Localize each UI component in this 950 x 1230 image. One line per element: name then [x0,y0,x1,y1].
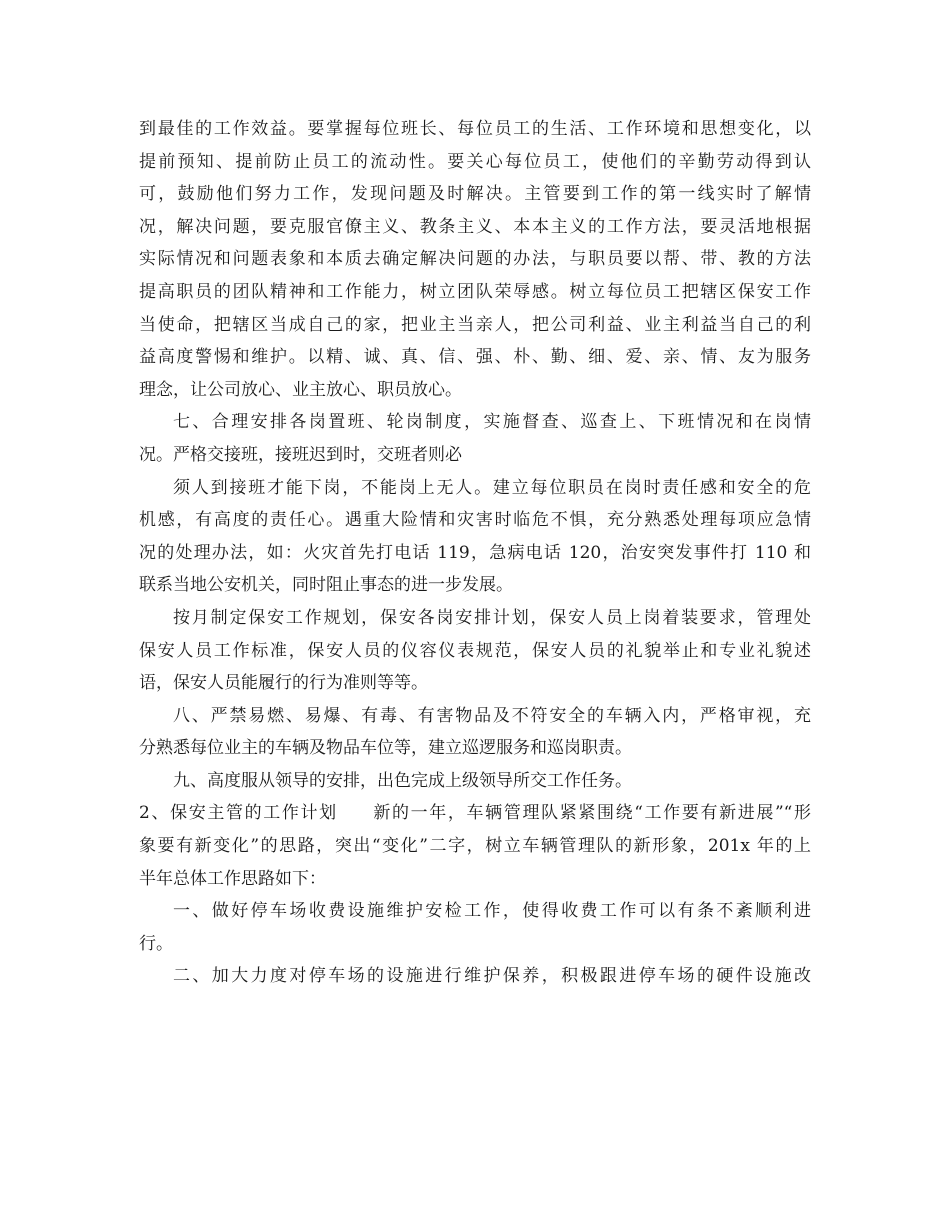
text-line: 语，保安人员能履行的行为准则等等。 [139,673,428,694]
text-line: 分熟悉每位业主的车辆及物品车位等，建立巡逻服务和巡岗职责。 [139,738,632,759]
section-heading: 2、保安主管的工作计划 [139,803,338,824]
text-line: 须人到接班才能下岗，不能岗上无人。建立每位职员在岗时责任感和安全的危 [173,477,811,498]
text-line: 一、做好停车场收费设施维护安检工作，使得收费工作可以有条不紊顺利进 [173,901,811,922]
text-line: 八、严禁易燃、易爆、有毒、有害物品及不符安全的车辆入内，严格审视，充 [173,705,811,726]
text-line: 实际情况和问题表象和本质去确定解决问题的办法，与职员要以帮、带、教的方法 [139,249,811,270]
text-line: 二、加大力度对停车场的设施进行维护保养，积极跟进停车场的硬件设施改 [173,966,811,987]
text-line: 况的处理办法，如：火灾首先打电话 119，急病电话 120，治安突发事件打 110 和 [139,542,811,563]
text-line: 按月制定保安工作规划，保安各岗安排计划，保安人员上岗着装要求，管理处 [173,607,811,628]
text-line: 七、合理安排各岗置班、轮岗制度，实施督查、巡查上、下班情况和在岗情 [173,412,811,433]
text-line: 到最佳的工作效益。要掌握每位班长、每位员工的生活、工作环境和思想变化，以 [139,119,811,139]
text-line: 提高职员的团队精神和工作能力，树立团队荣辱感。树立每位员工把辖区保安工作 [139,281,811,302]
text-line: 联系当地公安机关，同时阻止事态的进一步发展。 [139,575,513,596]
section-intro-text: 新的一年，车辆管理队紧紧围绕“工作要有新进展”“形 [371,803,811,824]
text-line: 况，解决问题，要克服官僚主义、教条主义、本本主义的工作方法，要灵活地根据 [139,216,811,237]
text-line: 九、高度服从领导的安排，出色完成上级领导所交工作任务。 [173,770,632,791]
text-line: 理念，让公司放心、业主放心、职员放心。 [139,379,462,400]
text-line: 行。 [139,933,173,954]
text-line: 当使命，把辖区当成自己的家，把业主当亲人，把公司利益、业主利益当自己的利 [139,314,811,335]
text-line: 象要有新变化”的思路，突出“变化”二字，树立车辆管理队的新形象，201x 年的上 [139,836,811,857]
section-heading-line [139,797,811,830]
text-line: 提前预知、提前防止员工的流动性。要关心每位员工，使他们的辛勤劳动得到认 [139,151,811,172]
text-line: 半年总体工作思路如下： [139,868,326,889]
text-line: 可，鼓励他们努力工作，发现问题及时解决。主管要到工作的第一线实时了解情 [139,184,811,205]
text-line: 况。严格交接班，接班迟到时，交班者则必 [139,444,462,465]
text-line: 益高度警惕和维护。以精、诚、真、信、强、朴、勤、细、爱、亲、情、友为服务 [139,347,811,368]
document-body [139,113,811,993]
text-line: 保安人员工作标准，保安人员的仪容仪表规范，保安人员的礼貌举止和专业礼貌述 [139,640,811,661]
text-line: 机感，有高度的责任心。遇重大险情和灾害时临危不惧，充分熟悉处理每项应急情 [139,510,811,531]
